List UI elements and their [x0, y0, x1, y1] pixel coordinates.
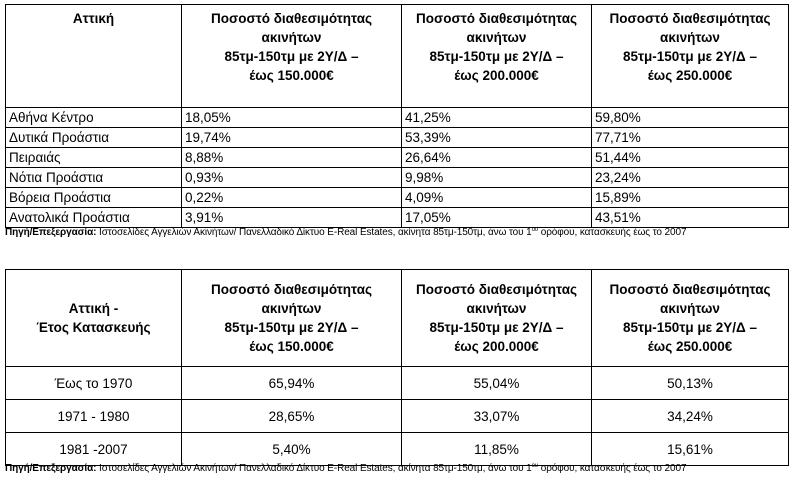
- table-row: [6, 108, 789, 128]
- availability-by-area-table: [5, 4, 789, 228]
- area-name: Νότια Προάστια: [6, 168, 182, 188]
- source-text-end: ορόφου, κατασκευής έως το 2007: [538, 463, 687, 474]
- header-upto-150k: Ποσοστό διαθεσιμότητας ακινήτων 85τμ-150τμ με 2Υ/Δ – έως 150.000€: [182, 270, 402, 367]
- source-text: Ιστοσελίδες Αγγελιών Ακινήτων/ Πανελλαδικό Δίκτυο E-Real Estates, ακίνητα 85τμ-150τμ, άνω του 1: [96, 227, 532, 238]
- source-superscript: ου: [531, 463, 539, 469]
- value-cell: 23,24%: [592, 168, 789, 188]
- value-cell: 28,65%: [182, 400, 402, 433]
- value-cell: 4,09%: [402, 188, 592, 208]
- table-header-row: [6, 270, 789, 367]
- header-upto-200k: Ποσοστό διαθεσιμότητας ακινήτων 85τμ-150τμ με 2Υ/Δ – έως 200.000€: [402, 270, 592, 367]
- table-row: [6, 168, 789, 188]
- year-range: 1981 -2007: [6, 433, 182, 466]
- value-cell: 9,98%: [402, 168, 592, 188]
- year-range: Έως το 1970: [6, 367, 182, 400]
- value-cell: 15,89%: [592, 188, 789, 208]
- value-cell: 59,80%: [592, 108, 789, 128]
- header-area: Αττική: [6, 5, 182, 108]
- value-cell: 15,61%: [592, 433, 789, 466]
- value-cell: 0,22%: [182, 188, 402, 208]
- value-cell: 5,40%: [182, 433, 402, 466]
- source-text-end: ορόφου, κατασκευής έως το 2007: [538, 227, 687, 238]
- header-upto-250k: Ποσοστό διαθεσιμότητας ακινήτων 85τμ-150τμ με 2Υ/Δ – έως 250.000€: [592, 270, 789, 367]
- value-cell: 34,24%: [592, 400, 789, 433]
- table-row: [6, 367, 789, 400]
- table-row: [6, 148, 789, 168]
- area-name: Αθήνα Κέντρο: [6, 108, 182, 128]
- source-label: Πηγή/Επεξεργασία:: [5, 227, 97, 238]
- table-row: [6, 128, 789, 148]
- value-cell: 11,85%: [402, 433, 592, 466]
- value-cell: 51,44%: [592, 148, 789, 168]
- year-range: 1971 - 1980: [6, 400, 182, 433]
- header-upto-250k: Ποσοστό διαθεσιμότητας ακινήτων 85τμ-150τμ με 2Υ/Δ – έως 250.000€: [592, 5, 789, 108]
- source-superscript: ου: [531, 227, 539, 233]
- table-row: [6, 433, 789, 466]
- availability-by-construction-year-table: [5, 269, 789, 466]
- value-cell: 77,71%: [592, 128, 789, 148]
- area-name: Δυτικά Προάστια: [6, 128, 182, 148]
- value-cell: 41,25%: [402, 108, 592, 128]
- value-cell: 50,13%: [592, 367, 789, 400]
- value-cell: 0,93%: [182, 168, 402, 188]
- value-cell: 3,91%: [182, 208, 402, 228]
- value-cell: 53,39%: [402, 128, 592, 148]
- table-header-row: [6, 5, 789, 108]
- source-text: Ιστοσελίδες Αγγελιών Ακινήτων/ Πανελλαδικό Δίκτυο E-Real Estates, ακίνητα 85τμ-150τμ, άνω του 1: [96, 463, 532, 474]
- header-construction-year: Αττική - Έτος Κατασκευής: [6, 270, 182, 367]
- value-cell: 18,05%: [182, 108, 402, 128]
- value-cell: 8,88%: [182, 148, 402, 168]
- table-row: [6, 208, 789, 228]
- value-cell: 43,51%: [592, 208, 789, 228]
- value-cell: 65,94%: [182, 367, 402, 400]
- header-upto-150k: Ποσοστό διαθεσιμότητας ακινήτων 85τμ-150τμ με 2Υ/Δ – έως 150.000€: [182, 5, 402, 108]
- value-cell: 17,05%: [402, 208, 592, 228]
- value-cell: 33,07%: [402, 400, 592, 433]
- source-note: [5, 463, 686, 474]
- area-name: Ανατολικά Προάστια: [6, 208, 182, 228]
- table-row: [6, 400, 789, 433]
- header-upto-200k: Ποσοστό διαθεσιμότητας ακινήτων 85τμ-150τμ με 2Υ/Δ – έως 200.000€: [402, 5, 592, 108]
- source-note: [5, 227, 686, 238]
- table-row: [6, 188, 789, 208]
- value-cell: 55,04%: [402, 367, 592, 400]
- area-name: Πειραιάς: [6, 148, 182, 168]
- value-cell: 26,64%: [402, 148, 592, 168]
- area-name: Βόρεια Προάστια: [6, 188, 182, 208]
- source-label: Πηγή/Επεξεργασία:: [5, 463, 97, 474]
- value-cell: 19,74%: [182, 128, 402, 148]
